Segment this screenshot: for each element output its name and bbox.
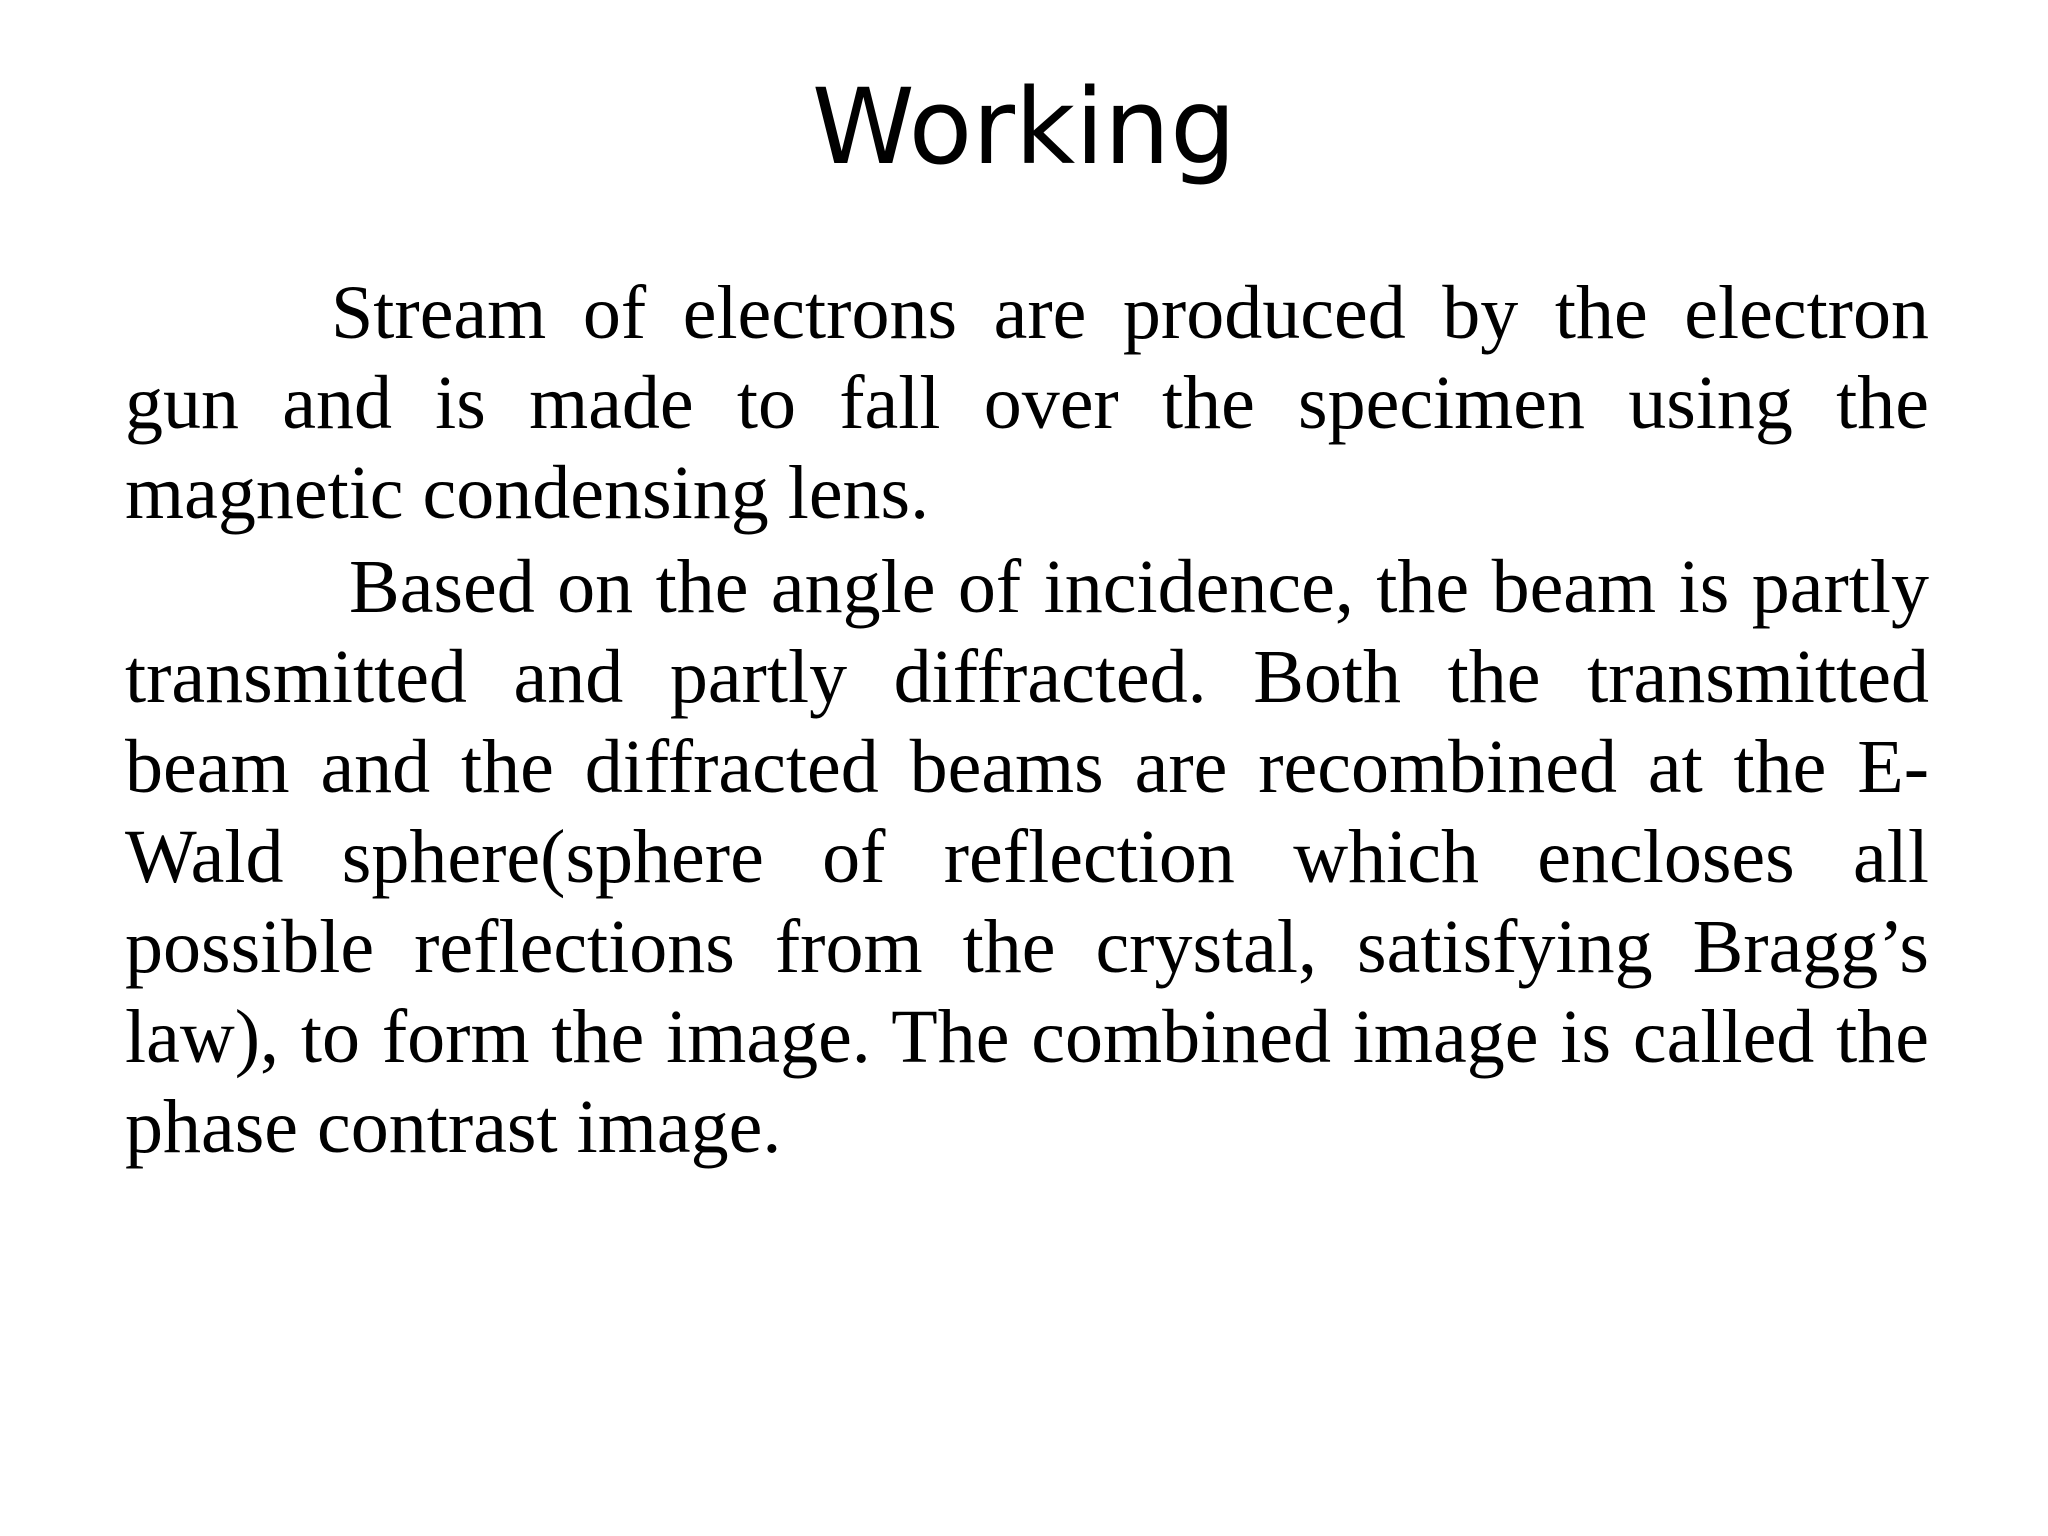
slide-body — [125, 268, 1929, 1176]
slide-title: Working — [811, 66, 1237, 188]
body-paragraph-1: Stream of electrons are produced by the electron gun and is made to fall over the specimen using the magnetic condensing lens. — [125, 271, 1929, 535]
body-paragraph-2: Based on the angle of incidence, the beam is partly transmitted and partly diffracted. Both the transmitted beam and the diffracted beams are recombined at the E-Wald sphere(sphere of reflection which encloses all possible reflections from the crystal, satisfying Bragg’s law), to form the image. The combined image is called the phase contrast image. — [125, 545, 1929, 1169]
